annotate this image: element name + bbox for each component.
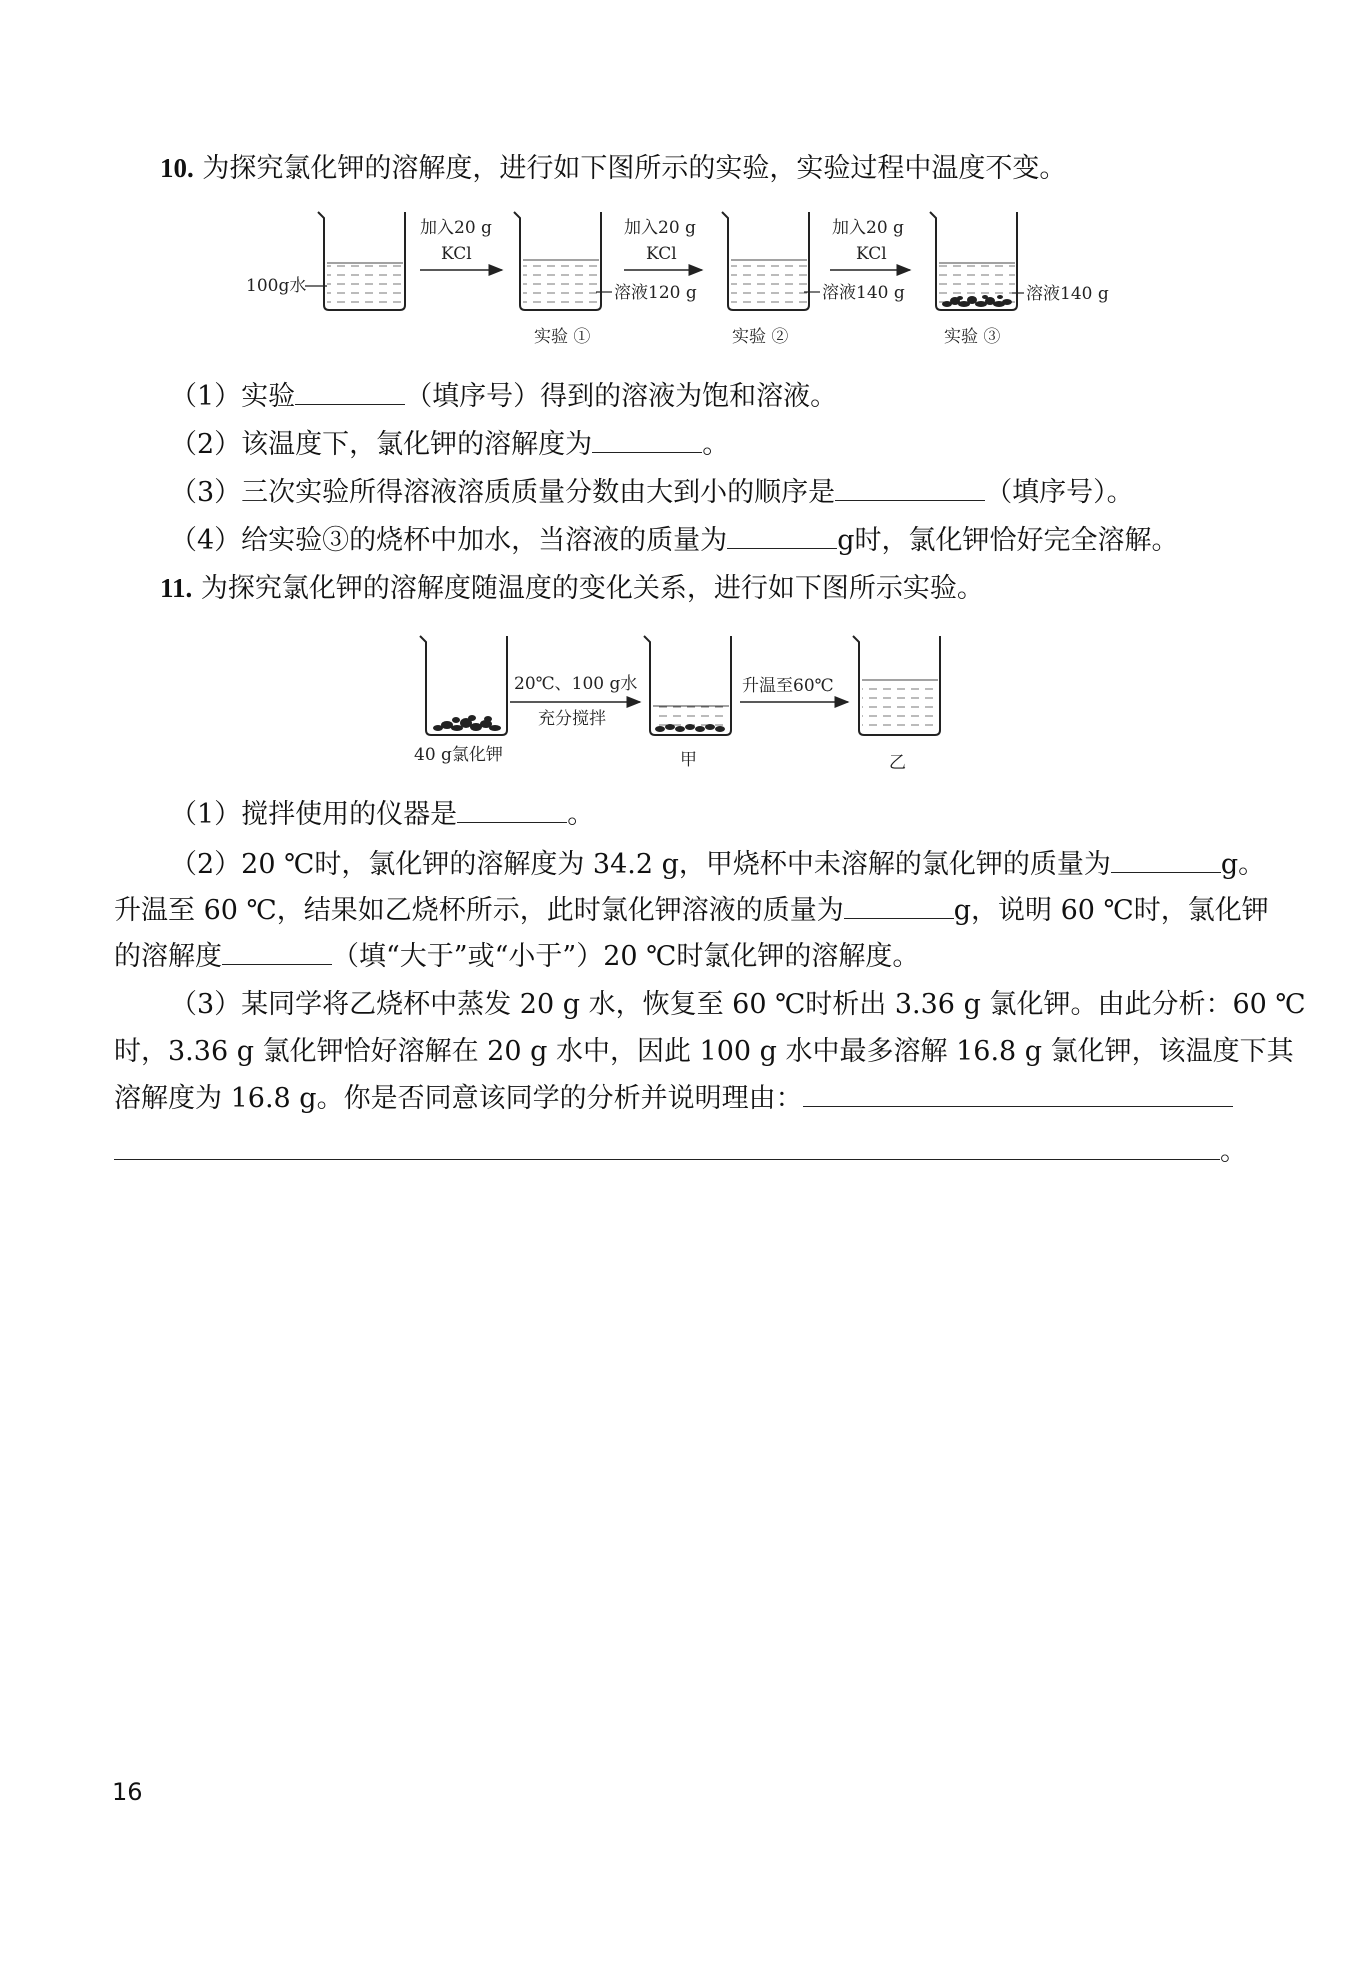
q10-sub1-text-a: （1）实验 xyxy=(170,381,296,412)
q10-sub3-text-b: （填序号）。 xyxy=(985,477,1134,508)
q11-beaker-solid xyxy=(420,636,507,735)
q10-caption-2: 实验 ② xyxy=(732,327,789,347)
q10-stem-text: 为探究氯化钾的溶解度，进行如下图所示的实验，实验过程中温度不变。 xyxy=(202,153,1067,184)
q11-sub2-line2 xyxy=(114,891,1269,931)
q11-sub2-text-c: 升温至 60 ℃，结果如乙烧杯所示，此时氯化钾溶液的质量为 xyxy=(114,895,844,926)
q10-sub4-text-a: （4）给实验③的烧杯中加水，当溶液的质量为 xyxy=(170,525,728,556)
q11-sub3-text-1: （3）某同学将乙烧杯中蒸发 20 g 水，恢复至 60 ℃时析出 3.36 g 氯化钾。由此分析：60 ℃ xyxy=(170,989,1306,1020)
q11-sub3-line3 xyxy=(114,1079,1233,1119)
q11-sub2-text-e: 的溶解度 xyxy=(114,941,222,972)
q11-sub2-blank-2[interactable] xyxy=(844,892,954,919)
q10-sub2-text-b: 。 xyxy=(702,429,730,460)
q11-sub2-line3 xyxy=(114,937,919,977)
q11-arrow-1-bottom: 充分搅拌 xyxy=(538,709,606,729)
q11-beaker-yi xyxy=(853,636,940,735)
q10-solution-label-1: 溶液120 g xyxy=(614,283,697,303)
q10-sub2-text-a: （2）该温度下，氯化钾的溶解度为 xyxy=(170,429,593,460)
q10-arrow-2-bottom: KCl xyxy=(646,244,677,264)
q11-jia-label: 甲 xyxy=(680,750,697,770)
q11-sub2-text-a: （2）20 ℃时，氯化钾的溶解度为 34.2 g，甲烧杯中未溶解的氯化钾的质量为 xyxy=(170,849,1111,880)
q11-arrow-1-top: 20℃、100 g水 xyxy=(514,674,638,694)
q10-caption-3: 实验 ③ xyxy=(944,327,1001,347)
q10-solution-label-2: 溶液140 g xyxy=(822,283,905,303)
q10-number: 10. xyxy=(160,153,194,183)
q11-sub2-text-b: g。 xyxy=(1220,849,1266,880)
q10-caption-1: 实验 ① xyxy=(534,327,591,347)
q11-sub2-text-f: （填“大于”或“小于”）20 ℃时氯化钾的溶解度。 xyxy=(332,941,920,972)
page-number: 16 xyxy=(112,1778,143,1806)
q11-yi-label: 乙 xyxy=(889,753,906,773)
q11-sub1 xyxy=(170,795,594,835)
q11-arrow-2-top: 升温至60℃ xyxy=(742,676,834,696)
q11-sub1-text-b: 。 xyxy=(567,799,595,830)
q11-sub1-blank[interactable] xyxy=(457,796,567,823)
q11-stem-text: 为探究氯化钾的溶解度随温度的变化关系，进行如下图所示实验。 xyxy=(200,573,984,604)
q11-sub3-line4 xyxy=(114,1132,1247,1172)
q11-sub1-text-a: （1）搅拌使用的仪器是 xyxy=(170,799,458,830)
q10-arrow-2-top: 加入20 g xyxy=(624,218,696,238)
q11-sub3-line2 xyxy=(114,1032,1294,1072)
q10-water-label: 100g水 xyxy=(246,276,307,296)
q10-arrow-3-top: 加入20 g xyxy=(832,218,904,238)
q11-number: 11. xyxy=(160,573,193,603)
q11-sub3-blank-1[interactable] xyxy=(803,1080,1233,1107)
q11-sub2-blank-3[interactable] xyxy=(222,938,332,965)
q10-sub4-text-b: g时，氯化钾恰好完全溶解。 xyxy=(837,525,1179,556)
q11-sub2-blank-1[interactable] xyxy=(1111,846,1221,873)
q11-sub3-blank-2[interactable] xyxy=(114,1133,1220,1160)
q10-sub3-text-a: （3）三次实验所得溶液溶质质量分数由大到小的顺序是 xyxy=(170,477,836,508)
q10-arrow-1-bottom: KCl xyxy=(441,244,472,264)
q10-solution-label-3: 溶液140 g xyxy=(1026,284,1109,304)
q11-sub3-text-3: 溶解度为 16.8 g。你是否同意该同学的分析并说明理由： xyxy=(114,1083,803,1114)
q11-beakers-svg xyxy=(0,0,1350,780)
q11-beaker-jia xyxy=(644,636,731,735)
q11-solid-label: 40 g氯化钾 xyxy=(414,745,503,765)
q11-sub3-line1 xyxy=(170,985,1306,1025)
q10-arrow-3-bottom: KCl xyxy=(856,244,887,264)
q11-sub3-text-2: 时，3.36 g 氯化钾恰好溶解在 20 g 水中，因此 100 g 水中最多溶解 16.8 g 氯化钾，该温度下其 xyxy=(114,1036,1294,1067)
q11-sub3-text-end: 。 xyxy=(1220,1136,1247,1167)
q10-arrow-1-top: 加入20 g xyxy=(420,218,492,238)
q10-sub1-text-b: （填序号）得到的溶液为饱和溶液。 xyxy=(405,381,838,412)
q11-sub2-text-d: g，说明 60 ℃时，氯化钾 xyxy=(953,895,1269,926)
q11-sub2-line1 xyxy=(170,845,1265,885)
